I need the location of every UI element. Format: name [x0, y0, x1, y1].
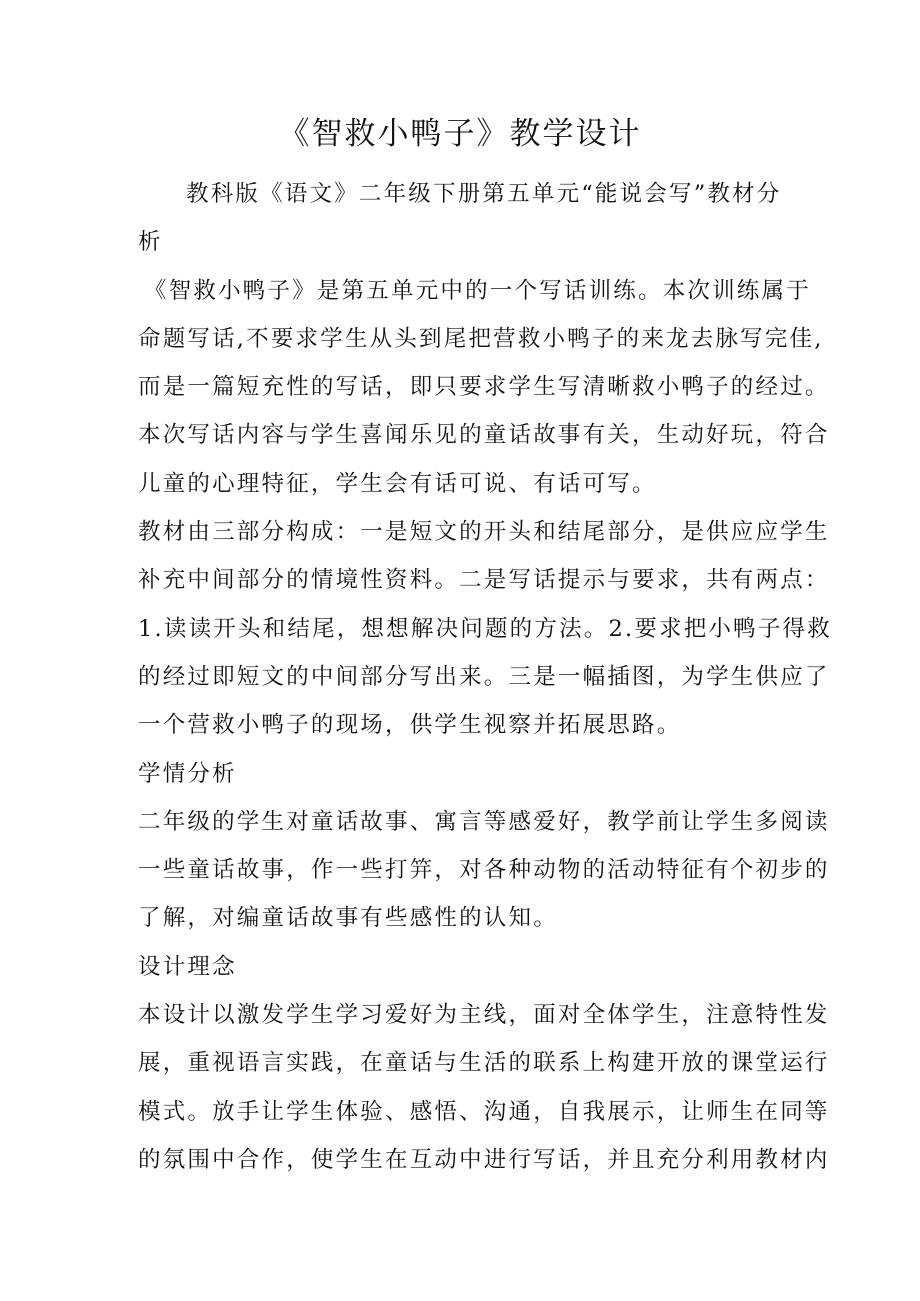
- text-line: 而是一篇短充性的写话，即只要求学生写清晰救小鸭子的经过。: [138, 374, 830, 401]
- text-line: 的氛围中合作，使学生在互动中进行写话，并且充分利用教材内: [138, 1146, 830, 1173]
- document-body: [138, 170, 832, 1184]
- text-line: 二年级的学生对童话故事、寓言等感爱好，教学前让学生多阅读: [138, 808, 830, 835]
- text-line: 的经过即短文的中间部分写出来。三是一幅插图，为学生供应了: [138, 663, 830, 690]
- text-line: 教科版《语文》二年级下册第五单元“能说会写”教材分: [186, 181, 782, 207]
- section-heading: 学情分析: [138, 760, 237, 787]
- document-title: 《智救小鸭子》教学设计: [278, 116, 642, 152]
- text-line: 儿童的心理特征，学生会有话可说、有话可写。: [138, 470, 657, 497]
- text-line: 一些童话故事，作一些打笄，对各种动物的活动特征有个初步的: [138, 857, 830, 884]
- text-line: 本设计以激发学生学习爱好为主线，面对全体学生，注意特性发: [138, 1002, 830, 1029]
- text-line: 补充中间部分的情境性资料。二是写话提示与要求，共有两点：: [138, 567, 830, 594]
- text-line: 教材由三部分构成：一是短文的开头和结尾部分，是供应应学生: [138, 519, 830, 546]
- text-line: 一个营救小鸭子的现场，供学生视察并拓展思路。: [138, 712, 682, 739]
- text-line: 析: [138, 229, 163, 256]
- text-line: 了解，对编童话故事有些感性的认知。: [138, 905, 558, 932]
- text-line: 《智救小鸭子》是第五单元中的一个写话训练。本次训练属于: [144, 277, 811, 304]
- text-line: 展，重视语言实践，在童话与生活的联系上构建开放的课堂运行: [138, 1050, 830, 1077]
- section-heading: 设计理念: [138, 953, 237, 980]
- text-line: 命题写话,不要求学生从头到尾把营救小鸭子的来龙去脉写完佳,: [138, 325, 824, 352]
- text-line: 1.读读开头和结尾，想想解决问题的方法。2.要求把小鸭子得救: [138, 615, 832, 642]
- text-line: 模式。放手让学生体验、感悟、沟通，自我展示，让师生在同等: [138, 1098, 830, 1125]
- text-line: 本次写话内容与学生喜闻乐见的童话故事有关，生动好玩，符合: [138, 422, 830, 449]
